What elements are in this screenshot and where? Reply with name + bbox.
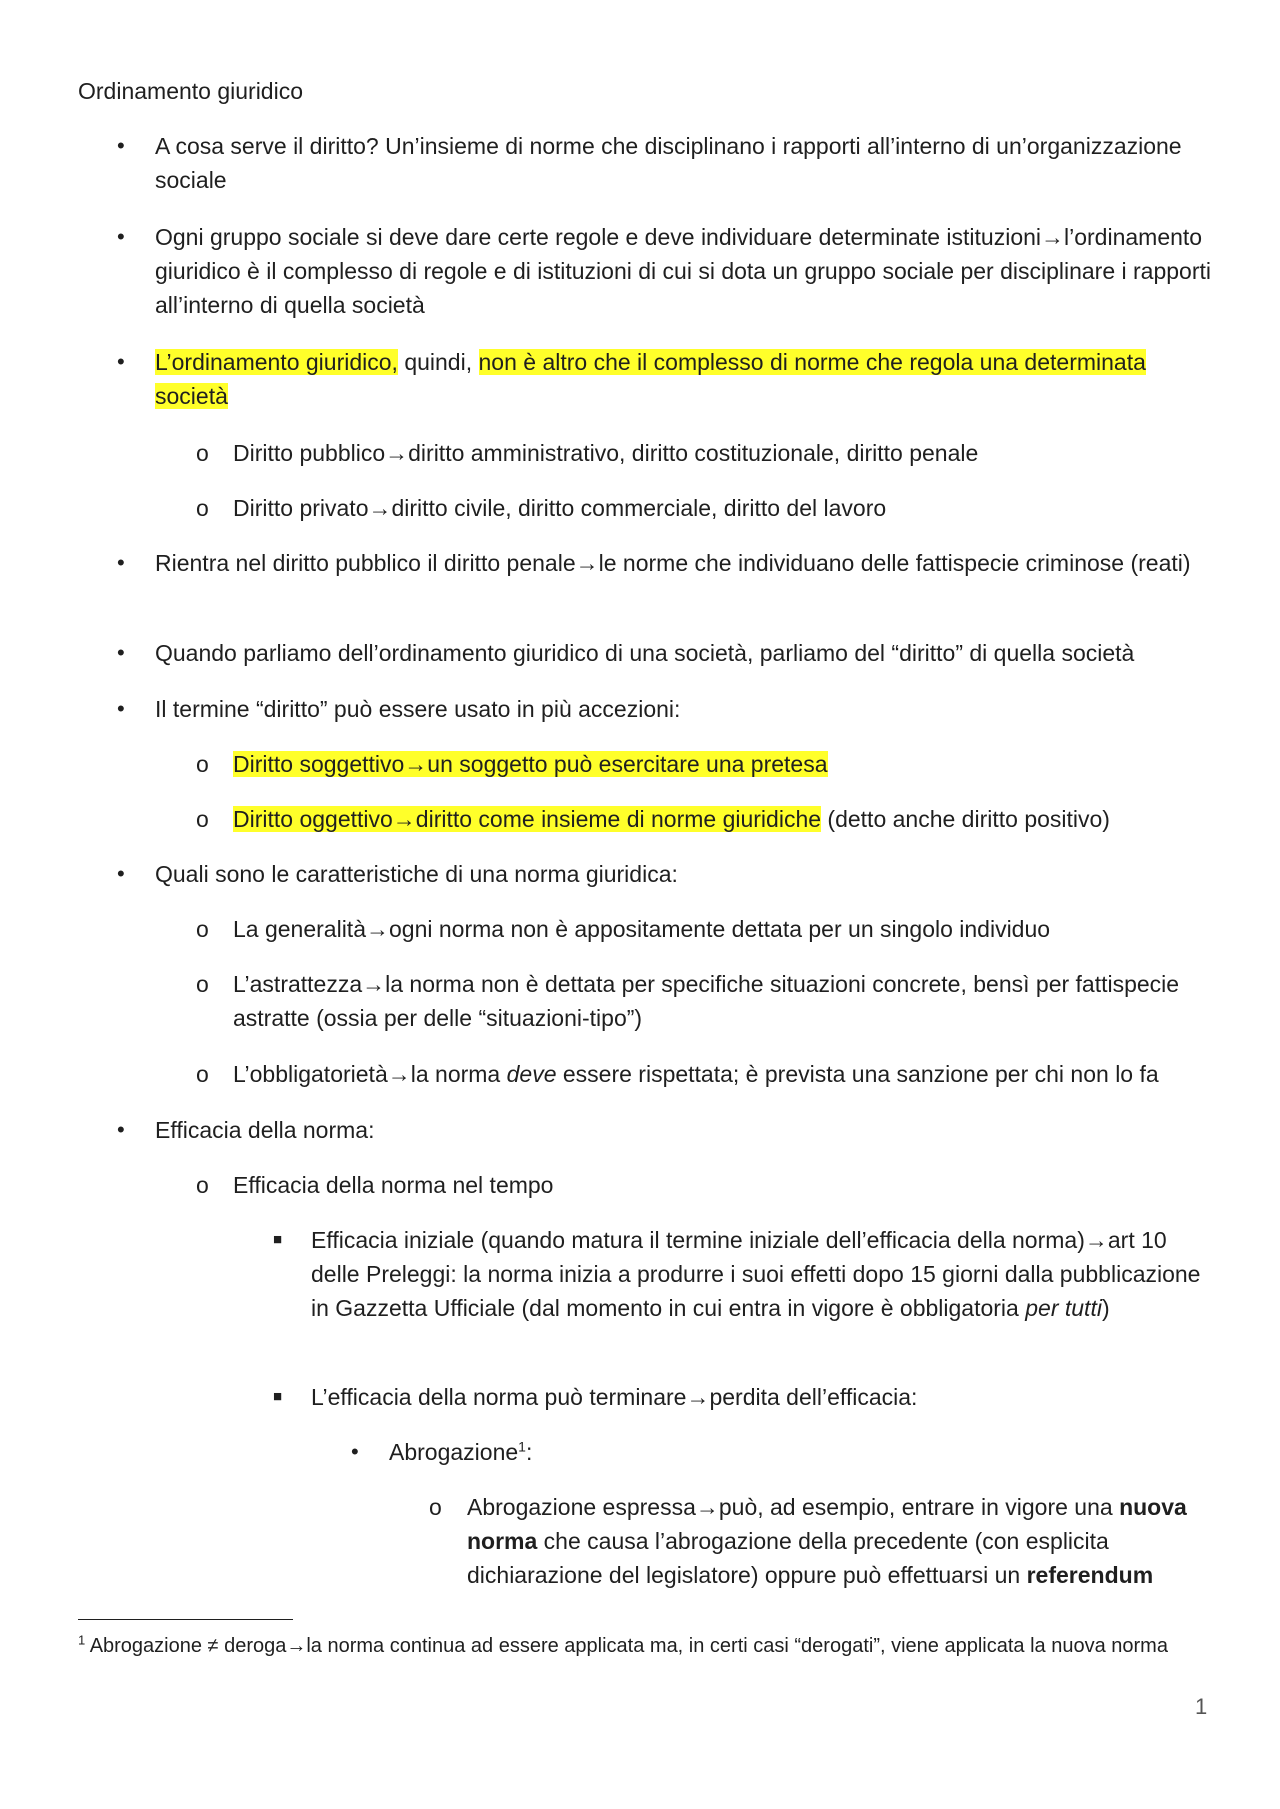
item-text: Efficacia della norma:: [155, 1117, 375, 1143]
item-text: Quando parliamo dell’ordinamento giuridico di una società, parliamo del “diritto” di quella società: [155, 640, 1135, 666]
item-text: (detto anche diritto positivo): [821, 806, 1110, 832]
item-text: A cosa serve il diritto? Un’insieme di norme che disciplinano i rapporti all’interno di un’organizzazione sociale: [155, 133, 1182, 193]
italic-text: per tutti: [1025, 1295, 1102, 1321]
bullet-disc: •: [351, 1439, 359, 1464]
list-item: [117, 129, 1215, 197]
bullet-square: ■: [273, 1231, 283, 1248]
item-text: ): [1101, 1295, 1110, 1321]
list-item: [196, 802, 1218, 836]
list-item: [117, 692, 1215, 726]
bold-text: nuova norma: [467, 1494, 1187, 1554]
item-text: Ogni gruppo sociale si deve dare certe regole e deve individuare determinate istituzioni→l’ordinamento giuridico è il complesso di regole e di istituzioni di cui si dota un gruppo sociale per disciplinare i rapporti all’interno di quella società: [155, 224, 1212, 318]
bullet-disc: •: [117, 640, 125, 665]
highlighted-text: Diritto oggettivo→diritto come insieme di norme giuridiche: [233, 806, 822, 832]
list-item: [196, 1168, 1218, 1202]
list-item: [429, 1490, 1207, 1592]
item-text: Rientra nel diritto pubblico il diritto penale→le norme che individuano delle fattispecie criminose (reati): [155, 550, 1191, 576]
bullet-circle: o: [429, 1494, 442, 1520]
list-item: [196, 747, 1218, 781]
bullet-circle: o: [196, 1172, 209, 1198]
item-text: L’efficacia della norma può terminare→perdita dell’efficacia:: [311, 1384, 918, 1410]
item-text: La generalità→ogni norma non è appositamente dettata per un singolo individuo: [233, 916, 1051, 942]
bold-text: referendum: [1026, 1562, 1154, 1588]
list-item: [351, 1435, 1209, 1469]
item-text: quindi,: [397, 349, 479, 375]
bullet-disc: •: [117, 133, 125, 158]
list-item: [196, 967, 1218, 1035]
page-number: 1: [1195, 1694, 1208, 1719]
item-text: :: [525, 1439, 533, 1465]
item-text: Il termine “diritto” può essere usato in più accezioni:: [155, 696, 681, 722]
list-item: [117, 220, 1215, 322]
item-text: Diritto privato→diritto civile, diritto commerciale, diritto del lavoro: [233, 495, 887, 521]
bullet-disc: •: [117, 861, 125, 886]
item-text: Abrogazione: [389, 1439, 519, 1465]
list-item: [196, 436, 1218, 470]
bullet-disc: •: [117, 696, 125, 721]
item-text: Efficacia della norma nel tempo: [233, 1172, 554, 1198]
footnote: [78, 1632, 1208, 1661]
highlighted-text: Diritto soggettivo→un soggetto può esercitare una pretesa: [233, 751, 828, 777]
bullet-circle: o: [196, 1061, 209, 1087]
item-text: Abrogazione espressa→può, ad esempio, entrare in vigore una: [467, 1494, 1120, 1520]
bullet-circle: o: [196, 495, 209, 521]
footnote-marker: 1: [78, 1632, 86, 1648]
list-item: [196, 912, 1218, 946]
list-item: [117, 857, 1215, 891]
list-item: [117, 345, 1215, 413]
list-item: [196, 491, 1218, 525]
bullet-circle: o: [196, 751, 209, 777]
list-item: [117, 546, 1215, 580]
list-item: [273, 1223, 1216, 1325]
list-item: [196, 1057, 1218, 1091]
list-item: [273, 1380, 1216, 1414]
bullet-circle: o: [196, 440, 209, 466]
bullet-circle: o: [196, 806, 209, 832]
bullet-circle: o: [196, 971, 209, 997]
footnote-separator: [78, 1619, 293, 1620]
item-text: Diritto pubblico→diritto amministrativo, diritto costituzionale, diritto penale: [233, 440, 979, 466]
item-text: Efficacia iniziale (quando matura il termine iniziale dell’efficacia della norma)→art 10 delle Preleggi: la norma inizia a produrre i suoi effetti dopo 15 giorni dalla pubblicazione in Gazzetta Ufficiale (dal momento in cui entra in vigore è obbligatoria: [311, 1227, 1201, 1321]
highlighted-text: non è altro che il complesso di norme che regola una determinata società: [155, 349, 1146, 409]
item-text: L’astrattezza→la norma non è dettata per specifiche situazioni concrete, bensì per fattispecie astratte (ossia per delle “situazioni-tipo”): [233, 971, 1180, 1031]
bullet-disc: •: [117, 550, 125, 575]
list-item: [117, 636, 1215, 670]
bullet-disc: •: [117, 349, 125, 374]
list-item: [117, 1113, 1215, 1147]
bullet-circle: o: [196, 916, 209, 942]
italic-text: deve: [506, 1061, 557, 1087]
page-title: Ordinamento giuridico: [78, 78, 304, 104]
footnote-text: Abrogazione ≠ deroga→la norma continua ad essere applicata ma, in certi casi “derogati”, viene applicata la nuova norma: [85, 1635, 1168, 1657]
item-text: essere rispettata; è prevista una sanzione per chi non lo fa: [556, 1061, 1159, 1087]
bullet-disc: •: [117, 1117, 125, 1142]
item-text: Quali sono le caratteristiche di una norma giuridica:: [155, 861, 678, 887]
bullet-square: ■: [273, 1388, 283, 1405]
highlighted-text: L’ordinamento giuridico,: [155, 349, 398, 375]
item-text: L’obbligatorietà→la norma: [233, 1061, 507, 1087]
item-text: che causa l’abrogazione della precedente (con esplicita dichiarazione del legislatore) oppure può effettuarsi un: [467, 1528, 1109, 1588]
footnote-ref[interactable]: 1: [518, 1438, 526, 1455]
bullet-disc: •: [117, 224, 125, 249]
